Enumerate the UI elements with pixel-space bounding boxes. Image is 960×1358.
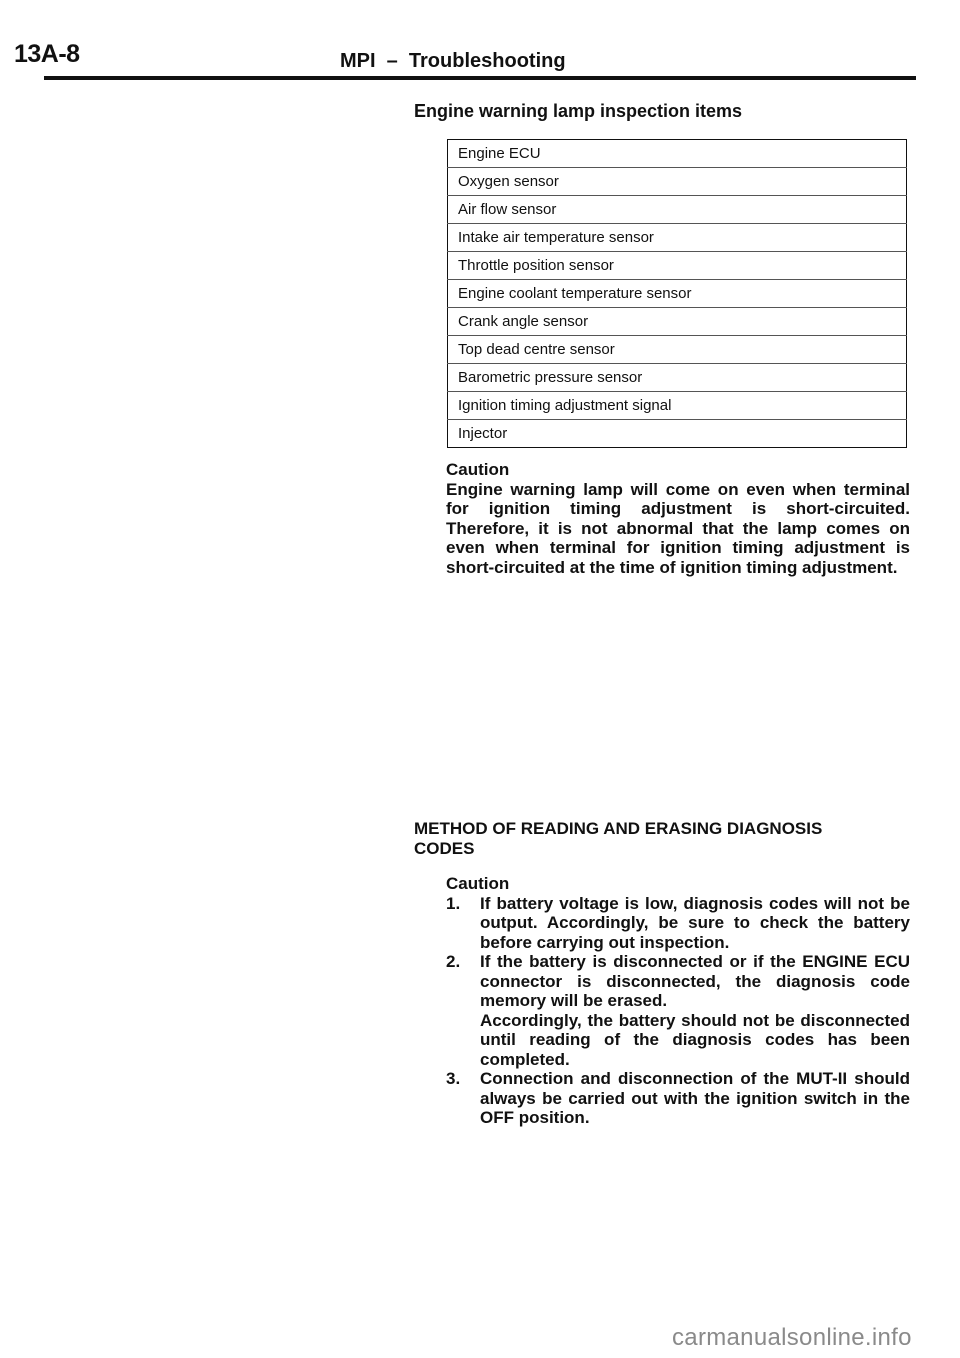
- list-item-number: 3.: [446, 1069, 461, 1088]
- inspection-item: Throttle position sensor: [448, 252, 907, 280]
- page-number: 13A-8: [14, 40, 80, 68]
- table-row: [448, 224, 907, 252]
- header-divider: [44, 76, 916, 80]
- table-row: [448, 392, 907, 420]
- inspection-item: Engine coolant temperature sensor: [448, 280, 907, 308]
- inspection-item: Intake air temperature sensor: [448, 224, 907, 252]
- caution-title: Caution: [446, 874, 510, 893]
- table-row: [448, 140, 907, 168]
- inspection-item: Top dead centre sensor: [448, 336, 907, 364]
- list-item-body: [480, 952, 910, 1069]
- table-row: [448, 420, 907, 448]
- list-item-text: If the battery is disconnected or if the ENGINE ECU connector is disconnected, the diagnosis code memory will be erased.: [480, 952, 910, 1010]
- inspection-section-title: Engine warning lamp inspection items: [414, 101, 743, 121]
- inspection-item: Oxygen sensor: [448, 168, 907, 196]
- list-item-number: 2.: [446, 952, 461, 971]
- inspection-item: Engine ECU: [448, 140, 907, 168]
- caution-text: Engine warning lamp will come on even when terminal for ignition timing adjustment is short-circuited. Therefore, it is not abnormal that the lamp comes on even when terminal for ignition timing adjustment is short-circuited at the time of ignition timing adjustment.: [446, 479, 910, 577]
- inspection-item: Injector: [458, 425, 508, 442]
- page-header-title: MPI – Troubleshooting: [340, 50, 566, 72]
- inspection-item: Ignition timing adjustment signal: [448, 392, 907, 420]
- list-item: [446, 894, 910, 953]
- table-row: [448, 280, 907, 308]
- list-item-number: 1.: [446, 893, 461, 913]
- list-item: [446, 952, 910, 1069]
- table-row: [448, 196, 907, 224]
- table-row: [448, 168, 907, 196]
- list-item-text-continued: Accordingly, the battery should not be disconnected until reading of the diagnosis codes has been completed.: [480, 1010, 910, 1069]
- list-item: [446, 1069, 910, 1128]
- inspection-item: Air flow sensor: [448, 196, 907, 224]
- table-row: [448, 308, 907, 336]
- list-item-text: If battery voltage is low, diagnosis codes will not be output. Accordingly, be sure to check the battery before carrying out inspection.: [480, 893, 910, 952]
- caution-title: Caution: [446, 460, 510, 479]
- table-row: [448, 336, 907, 364]
- list-item-text: Connection and disconnection of the MUT-II should always be carried out with the ignition switch in the OFF position.: [480, 1069, 910, 1127]
- method-section-heading: METHOD OF READING AND ERASING DIAGNOSIS CODES: [414, 819, 823, 858]
- table-row: [448, 252, 907, 280]
- inspection-item: Crank angle sensor: [448, 308, 907, 336]
- inspection-caution: [446, 460, 910, 577]
- watermark: carmanualsonline.info: [672, 1324, 912, 1351]
- table-row: [448, 364, 907, 392]
- inspection-items-table: [447, 139, 907, 448]
- inspection-item: Barometric pressure sensor: [448, 364, 907, 392]
- method-caution: [446, 874, 910, 1128]
- caution-list: [446, 894, 910, 1128]
